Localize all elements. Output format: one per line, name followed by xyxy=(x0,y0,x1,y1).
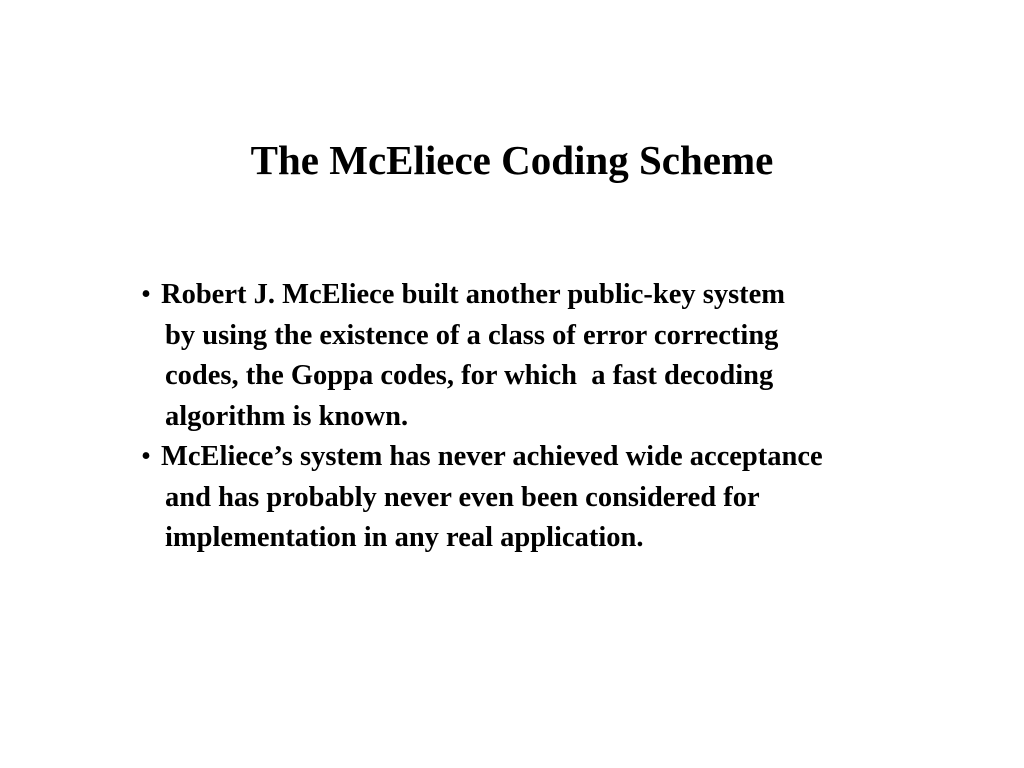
bullet-line: McEliece’s system has never achieved wide acceptance xyxy=(161,441,823,472)
bullet-line: by using the existence of a class of error correcting xyxy=(165,319,779,351)
bullet-item xyxy=(141,275,981,437)
bullet-line: implementation in any real application. xyxy=(165,522,644,553)
bullet-text xyxy=(161,275,785,437)
bullet-line: Robert J. McEliece built another public-key system xyxy=(161,279,786,310)
bullet-icon: • xyxy=(141,441,151,472)
bullet-line: algorithm is known. xyxy=(165,400,409,432)
bullet-item xyxy=(141,437,981,559)
slide-title: The McEliece Coding Scheme xyxy=(250,137,774,183)
bullet-line: codes, the Goppa codes, for which a fast decoding xyxy=(165,360,774,391)
bullet-icon: • xyxy=(141,279,151,310)
bullet-text xyxy=(161,437,823,559)
bullet-line: and has probably never even been considered for xyxy=(165,481,760,513)
bullet-list xyxy=(141,275,981,559)
